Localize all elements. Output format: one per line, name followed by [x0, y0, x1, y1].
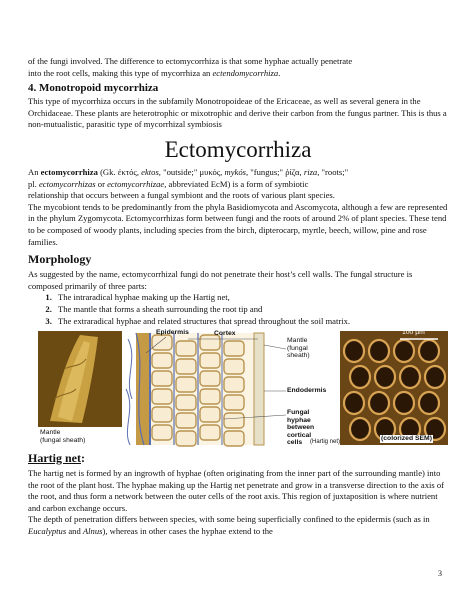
page-number: 3 — [438, 569, 442, 578]
sem-cell — [369, 392, 389, 414]
cortical-cell — [176, 377, 196, 392]
document-page — [28, 56, 448, 538]
cortical-cell — [224, 341, 244, 356]
cortical-cell — [176, 413, 196, 428]
sem-cell — [375, 366, 395, 388]
sem-cell — [394, 392, 414, 414]
list-item: 2. The mantle that forms a sheath surrounding the root tip and — [54, 304, 448, 316]
cortical-cell — [176, 359, 196, 374]
cortical-cell — [200, 353, 220, 368]
cortical-cell — [176, 395, 196, 410]
list-item: 3. The extraradical hyphae and related structures that spread throughout the soil matrix. — [54, 316, 448, 328]
cortical-cell — [152, 425, 172, 440]
sem-photo — [340, 331, 448, 445]
ecto-paragraph-1: An ectomycorrhiza (Gk. ἐκτός, ektos, "outside;" μυκός, mykós, "fungus;" ῥίζα, riza, "roots;" pl. ectomycorrhizas or ectomycorrhizae, abbreviated EcM) is a form of symbiotic relationship that occurs between a fungal symbiont and the roots of various plant species. — [28, 166, 349, 201]
section-4-body: This type of mycorrhiza occurs in the subfamily Monotropoideae of the Ericaceae, as well as several genera in the Orchidaceae. These plants are heterotrophic or mixotrophic and derive their carbon from the fungus partner. This is thus a non-mutualistic, parasitic type of mycorrhizal symbiosis — [28, 96, 447, 130]
sem-cell — [344, 392, 364, 414]
cortical-cell — [200, 425, 220, 440]
mantle-right-label: Mantle (fungal sheath) — [287, 337, 310, 360]
cortical-cell — [224, 413, 244, 428]
morphology-list — [28, 292, 448, 327]
sem-cell — [350, 418, 370, 440]
sem-cell — [425, 366, 445, 388]
hartig-paragraph-1: The hartig net is formed by an ingrowth of hyphae (often originating from the inner part of the surrounding mantle) into the root of the plant host. The hyphae making up the Hartig net penetrate and grow in a transverse direction to the axis of the root, and thus form a network between the outer cells of the root axis. This region of juxtaposition is where nutrient and carbon exchange occurs. — [28, 468, 445, 513]
cortical-cell — [224, 377, 244, 392]
sem-cell — [344, 340, 364, 362]
hartig-paragraph-2: The depth of penetration differs between species, with some being superficially confined to the epidermis (such as in Eucalyptus and Alnus), whereas in other cases the hyphae extend to the — [28, 514, 430, 537]
cortical-cell — [224, 431, 244, 446]
cortical-cell — [200, 371, 220, 386]
list-item: 1. The intraradical hyphae making up the Hartig net, — [54, 292, 448, 304]
ecto-paragraph-2: The mycobiont tends to be predominantly from the phyla Basidiomycota and Ascomycota, although a few are represented in the phylum Zygomycota. Ectomycorrhizas form between fungi and the roots of around 2% of plant species. These tend to be composed of woody plants, including species from the birch, dipterocarp, myrtle, beech, willow, pine and rose families. — [28, 201, 448, 247]
scale-bar-label: 100 µm — [402, 329, 425, 337]
cortical-cell — [152, 389, 172, 404]
cortical-cell — [152, 407, 172, 422]
cortical-cell — [176, 341, 196, 356]
ectomycorrhiza-title: Ectomycorrhiza — [164, 136, 312, 162]
cortex-label: Cortex — [214, 330, 236, 338]
section-4-heading: 4. Monotropoid mycorrhiza — [28, 82, 159, 95]
epidermis-label: Epidermis — [156, 329, 189, 337]
cortical-cell — [224, 395, 244, 410]
hartig-net-label: (Hartig net) — [310, 439, 341, 446]
cortical-cell — [224, 359, 244, 374]
cortical-cell — [152, 353, 172, 368]
ectomycorrhiza-figure — [28, 329, 448, 447]
cortical-cell — [152, 335, 172, 350]
cortical-cell — [152, 371, 172, 386]
root-tissue-diagram — [126, 333, 286, 446]
mantle-left-label: Mantle (fungal sheath) — [40, 429, 86, 444]
sem-label: (colorized SEM) — [381, 435, 432, 443]
hartig-net-heading: Hartig net: — [28, 451, 85, 466]
fungal-hyphae-label: Fungal hyphae between cortical cells — [287, 409, 315, 447]
ectendomycorrhiza-term: ectendomycorrhiza — [212, 67, 279, 78]
morphology-heading: Morphology — [28, 252, 92, 267]
endodermis-label: Endodermis — [287, 387, 327, 395]
sem-cell — [394, 340, 414, 362]
sem-cell — [419, 340, 439, 362]
sem-cell — [419, 392, 439, 414]
sem-cell — [369, 340, 389, 362]
cortical-cell — [176, 431, 196, 446]
mantle-photo — [38, 331, 122, 427]
ectomycorrhiza-term: ectomycorrhiza — [40, 166, 98, 177]
cortical-cell — [200, 389, 220, 404]
intro-paragraph: of the fungi involved. The difference to ectomycorrhiza is that some hyphae actually penetrate into the root cells, making this type of mycorrhiza an ectendomycorrhiza. — [28, 56, 353, 78]
cortical-cell — [200, 407, 220, 422]
sem-cell — [400, 366, 420, 388]
morphology-paragraph: As suggested by the name, ectomycorrhizal fungi do not penetrate their host’s cell walls. The fungal structure is composed primarily of three parts: — [28, 269, 413, 291]
sem-cell — [350, 366, 370, 388]
